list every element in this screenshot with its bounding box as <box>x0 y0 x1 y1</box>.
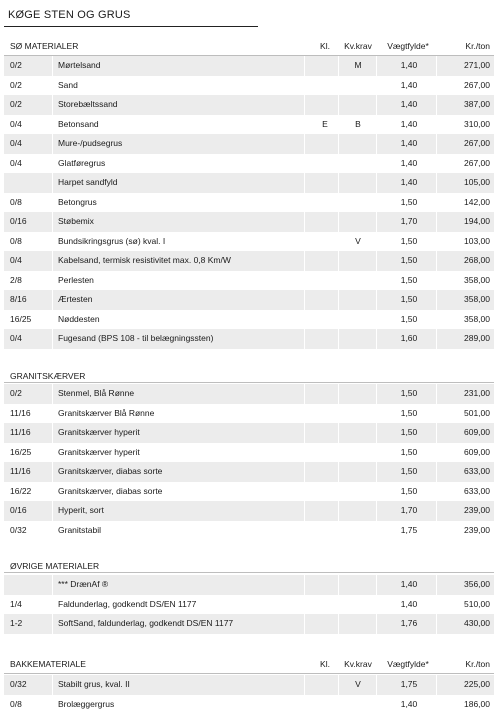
column-separator <box>376 462 377 482</box>
column-separator <box>376 404 377 424</box>
section-header-bakkemateriale <box>4 655 494 673</box>
header-divider <box>4 673 494 674</box>
column-separator <box>376 675 377 695</box>
column-separator <box>376 56 377 76</box>
material-name: Ærtesten <box>58 294 93 304</box>
column-separator <box>52 173 53 193</box>
table-row <box>4 329 494 349</box>
column-separator <box>304 501 305 521</box>
vaegtfylde: 1,40 <box>400 698 418 709</box>
price-kr-ton: 358,00 <box>464 313 490 324</box>
vaegtfylde: 1,76 <box>400 618 418 628</box>
grain-size: 0/4 <box>10 157 22 168</box>
column-separator <box>304 329 305 349</box>
column-separator <box>376 95 377 115</box>
header-divider <box>4 572 494 573</box>
column-separator <box>376 193 377 213</box>
column-separator <box>338 212 339 232</box>
vaegtfylde: 1,40 <box>400 598 418 609</box>
material-name: Betongrus <box>58 196 97 207</box>
column-separator <box>376 575 377 595</box>
table-row <box>4 521 494 541</box>
column-separator <box>304 310 305 330</box>
grain-size: 0/4 <box>10 118 22 129</box>
table-row <box>4 462 494 482</box>
price-kr-ton: 105,00 <box>464 177 490 187</box>
column-header-vaegtfylde: Vægtfylde* <box>387 659 429 669</box>
column-separator <box>304 404 305 424</box>
grain-size: 0/2 <box>10 99 22 109</box>
column-separator <box>338 575 339 595</box>
table-row <box>4 173 494 193</box>
table-row <box>4 482 494 502</box>
column-separator <box>52 482 53 502</box>
material-name: Harpet sandfyld <box>58 177 118 187</box>
column-separator <box>376 251 377 271</box>
table-row <box>4 695 494 715</box>
column-separator <box>52 595 53 615</box>
grain-size: 0/4 <box>10 138 22 148</box>
vaegtfylde: 1,40 <box>400 60 418 70</box>
vaegtfylde: 1,40 <box>400 99 418 109</box>
column-separator <box>52 193 53 213</box>
kv-krav: M <box>354 60 362 70</box>
column-separator <box>304 290 305 310</box>
column-separator <box>338 95 339 115</box>
column-separator <box>52 115 53 135</box>
grain-size: 0/8 <box>10 235 22 246</box>
material-name: Granitskærver, diabas sorte <box>58 485 163 496</box>
price-kr-ton: 267,00 <box>464 79 490 90</box>
column-separator <box>304 115 305 135</box>
vaegtfylde: 1,50 <box>400 274 418 285</box>
table-row <box>4 404 494 424</box>
table-row <box>4 56 494 76</box>
table-row <box>4 423 494 443</box>
grain-size: 0/16 <box>10 505 27 515</box>
section-header-so-materialer <box>4 37 494 55</box>
column-separator <box>338 290 339 310</box>
vaegtfylde: 1,50 <box>400 255 418 265</box>
column-separator <box>338 501 339 521</box>
column-separator <box>304 482 305 502</box>
vaegtfylde: 1,50 <box>400 407 418 418</box>
column-separator <box>304 462 305 482</box>
column-separator <box>376 212 377 232</box>
column-separator <box>338 423 339 443</box>
vaegtfylde: 1,50 <box>400 485 418 496</box>
column-separator <box>304 575 305 595</box>
grain-size: 2/8 <box>10 274 22 285</box>
column-separator <box>52 290 53 310</box>
column-separator <box>376 695 377 715</box>
column-separator <box>52 423 53 443</box>
vaegtfylde: 1,40 <box>400 79 418 90</box>
column-separator <box>52 134 53 154</box>
material-name: Sand <box>58 79 78 90</box>
price-kr-ton: 239,00 <box>464 524 490 535</box>
grain-size: 11/16 <box>10 427 31 437</box>
column-separator <box>52 675 53 695</box>
price-kr-ton: 186,00 <box>464 698 490 709</box>
column-separator <box>52 212 53 232</box>
column-separator <box>376 154 377 174</box>
grain-size: 0/32 <box>10 524 27 535</box>
material-name: Støbemix <box>58 216 94 226</box>
column-header-kr-ton: Kr./ton <box>465 41 490 51</box>
column-separator <box>304 384 305 404</box>
vaegtfylde: 1,50 <box>400 313 418 324</box>
column-separator <box>376 482 377 502</box>
table-row <box>4 212 494 232</box>
vaegtfylde: 1,50 <box>400 294 418 304</box>
price-kr-ton: 231,00 <box>464 388 490 398</box>
table-row <box>4 614 494 634</box>
table-row <box>4 232 494 252</box>
column-separator <box>304 134 305 154</box>
column-separator <box>376 134 377 154</box>
grain-size: 0/2 <box>10 60 22 70</box>
column-separator <box>338 482 339 502</box>
column-separator <box>52 695 53 715</box>
price-kr-ton: 103,00 <box>464 235 490 246</box>
column-separator <box>52 271 53 291</box>
column-separator <box>376 423 377 443</box>
column-separator <box>52 521 53 541</box>
column-separator <box>52 501 53 521</box>
vaegtfylde: 1,50 <box>400 196 418 207</box>
column-separator <box>376 614 377 634</box>
price-kr-ton: 267,00 <box>464 157 490 168</box>
material-name: SoftSand, faldunderlag, godkendt DS/EN 1177 <box>58 618 234 628</box>
price-kr-ton: 430,00 <box>464 618 490 628</box>
kv-krav: V <box>355 679 361 689</box>
price-kr-ton: 358,00 <box>464 294 490 304</box>
column-separator <box>52 310 53 330</box>
page-title: KØGE STEN OG GRUS <box>8 9 131 21</box>
material-name: Bundsikringsgrus (sø) kval. I <box>58 235 166 246</box>
grain-size: 16/22 <box>10 485 32 496</box>
price-kr-ton: 142,00 <box>464 196 490 207</box>
column-separator <box>304 251 305 271</box>
grain-size: 0/2 <box>10 79 22 90</box>
column-separator <box>338 271 339 291</box>
column-separator <box>376 76 377 96</box>
material-name: Granitskærver hyperit <box>58 446 140 457</box>
table-row <box>4 271 494 291</box>
material-name: Brolæggergrus <box>58 698 115 709</box>
column-separator <box>304 95 305 115</box>
price-kr-ton: 358,00 <box>464 274 490 285</box>
column-separator <box>338 443 339 463</box>
column-separator <box>376 329 377 349</box>
section-title: SØ MATERIALER <box>10 41 79 51</box>
grain-size: 0/16 <box>10 216 27 226</box>
material-name: Granitskærver hyperit <box>58 427 140 437</box>
column-separator <box>52 76 53 96</box>
table-so-materialer <box>4 56 494 349</box>
column-header-kr-ton: Kr./ton <box>465 659 490 669</box>
material-name: Betonsand <box>58 118 99 129</box>
material-name: Stabilt grus, kval. II <box>58 679 130 689</box>
table-row <box>4 251 494 271</box>
column-separator <box>304 173 305 193</box>
column-separator <box>338 614 339 634</box>
column-separator <box>338 173 339 193</box>
grain-size: 0/2 <box>10 388 22 398</box>
column-separator <box>52 251 53 271</box>
column-separator <box>304 695 305 715</box>
price-kr-ton: 239,00 <box>464 505 490 515</box>
table-row <box>4 76 494 96</box>
material-name: Kabelsand, termisk resistivitet max. 0,8 Km/W <box>58 255 231 265</box>
column-separator <box>376 595 377 615</box>
material-name: Granitskærver, diabas sorte <box>58 466 163 476</box>
price-kr-ton: 633,00 <box>464 466 490 476</box>
price-kr-ton: 609,00 <box>464 427 490 437</box>
vaegtfylde: 1,40 <box>400 118 418 129</box>
material-name: Granitstabil <box>58 524 101 535</box>
material-name: Mørtelsand <box>58 60 101 70</box>
header-divider <box>4 382 494 383</box>
column-separator <box>304 675 305 695</box>
table-row <box>4 193 494 213</box>
vaegtfylde: 1,60 <box>400 333 418 343</box>
column-separator <box>376 443 377 463</box>
column-separator <box>338 134 339 154</box>
grain-size: 0/4 <box>10 255 22 265</box>
price-kr-ton: 310,00 <box>464 118 490 129</box>
material-name: Mure-/pudsegrus <box>58 138 123 148</box>
column-separator <box>376 290 377 310</box>
column-header-kl: Kl. <box>320 659 330 669</box>
table-row <box>4 290 494 310</box>
price-kr-ton: 289,00 <box>464 333 490 343</box>
column-separator <box>52 232 53 252</box>
grain-size: 1-2 <box>10 618 23 628</box>
column-separator <box>52 443 53 463</box>
price-kr-ton: 268,00 <box>464 255 490 265</box>
column-header-vaegtfylde: Vægtfylde* <box>387 41 429 51</box>
table-row <box>4 501 494 521</box>
column-separator <box>338 521 339 541</box>
column-separator <box>52 329 53 349</box>
material-name: Nøddesten <box>58 313 100 324</box>
table-row <box>4 154 494 174</box>
column-separator <box>376 115 377 135</box>
price-kr-ton: 267,00 <box>464 138 490 148</box>
vaegtfylde: 1,50 <box>400 388 418 398</box>
table-row <box>4 575 494 595</box>
material-name: Storebæltssand <box>58 99 118 109</box>
column-separator <box>376 271 377 291</box>
grain-size: 0/4 <box>10 333 22 343</box>
table-bakkemateriale <box>4 675 494 714</box>
column-separator <box>338 193 339 213</box>
column-separator <box>376 173 377 193</box>
column-header-kv-krav: Kv.krav <box>344 659 372 669</box>
section-title: BAKKEMATERIALE <box>10 659 86 669</box>
column-separator <box>338 384 339 404</box>
grain-size: 11/16 <box>10 466 31 476</box>
vaegtfylde: 1,40 <box>400 138 418 148</box>
material-name: Stenmel, Blå Rønne <box>58 388 135 398</box>
column-separator <box>376 232 377 252</box>
table-row <box>4 115 494 135</box>
column-separator <box>304 271 305 291</box>
column-separator <box>338 675 339 695</box>
price-kr-ton: 225,00 <box>464 679 490 689</box>
table-row <box>4 134 494 154</box>
column-separator <box>376 521 377 541</box>
column-separator <box>338 462 339 482</box>
column-separator <box>338 154 339 174</box>
vaegtfylde: 1,40 <box>400 579 418 589</box>
column-separator <box>52 154 53 174</box>
grain-size: 0/8 <box>10 196 22 207</box>
column-separator <box>304 423 305 443</box>
column-separator <box>338 76 339 96</box>
column-separator <box>52 404 53 424</box>
column-separator <box>52 95 53 115</box>
table-row <box>4 384 494 404</box>
table-row <box>4 443 494 463</box>
grain-size: 0/32 <box>10 679 27 689</box>
column-separator <box>304 595 305 615</box>
column-separator <box>376 384 377 404</box>
price-kr-ton: 510,00 <box>464 598 490 609</box>
price-kr-ton: 194,00 <box>464 216 490 226</box>
klasse: E <box>322 118 328 129</box>
material-name: Perlesten <box>58 274 94 285</box>
column-separator <box>376 501 377 521</box>
table-row <box>4 595 494 615</box>
price-kr-ton: 271,00 <box>464 60 490 70</box>
column-separator <box>304 521 305 541</box>
column-separator <box>304 193 305 213</box>
column-separator <box>338 404 339 424</box>
column-separator <box>52 614 53 634</box>
column-separator <box>338 56 339 76</box>
section-title: ØVRIGE MATERIALER <box>10 561 100 571</box>
column-separator <box>338 595 339 615</box>
vaegtfylde: 1,50 <box>400 427 418 437</box>
column-separator <box>376 310 377 330</box>
column-separator <box>304 154 305 174</box>
price-kr-ton: 387,00 <box>464 99 490 109</box>
column-separator <box>52 56 53 76</box>
material-name: Granitskærver Blå Rønne <box>58 407 155 418</box>
grain-size: 11/16 <box>10 407 31 418</box>
section-title: GRANITSKÆRVER <box>10 371 86 381</box>
material-name: Faldunderlag, godkendt DS/EN 1177 <box>58 598 197 609</box>
price-kr-ton: 356,00 <box>464 579 490 589</box>
column-separator <box>338 310 339 330</box>
column-separator <box>304 232 305 252</box>
grain-size: 0/8 <box>10 698 22 709</box>
price-kr-ton: 501,00 <box>464 407 490 418</box>
table-granitskaerver <box>4 384 494 540</box>
material-name: Glatføregrus <box>58 157 106 168</box>
price-kr-ton: 609,00 <box>464 446 490 457</box>
table-ovrige-materialer <box>4 575 494 634</box>
column-separator <box>52 575 53 595</box>
column-separator <box>338 329 339 349</box>
grain-size: 16/25 <box>10 313 32 324</box>
vaegtfylde: 1,75 <box>400 524 418 535</box>
material-name: Hyperit, sort <box>58 505 104 515</box>
column-separator <box>304 443 305 463</box>
table-row <box>4 95 494 115</box>
title-rule <box>4 26 258 27</box>
grain-size: 8/16 <box>10 294 27 304</box>
column-separator <box>338 695 339 715</box>
vaegtfylde: 1,70 <box>400 505 418 515</box>
vaegtfylde: 1,50 <box>400 466 418 476</box>
table-row <box>4 675 494 695</box>
table-row <box>4 310 494 330</box>
column-header-kv-krav: Kv.krav <box>344 41 372 51</box>
vaegtfylde: 1,40 <box>400 177 418 187</box>
kv-krav: V <box>355 235 361 246</box>
column-separator <box>52 462 53 482</box>
grain-size: 16/25 <box>10 446 32 457</box>
vaegtfylde: 1,50 <box>400 446 418 457</box>
vaegtfylde: 1,75 <box>400 679 418 689</box>
column-separator <box>304 56 305 76</box>
column-separator <box>338 232 339 252</box>
column-separator <box>338 251 339 271</box>
vaegtfylde: 1,40 <box>400 157 418 168</box>
kv-krav: B <box>355 118 361 129</box>
column-separator <box>304 614 305 634</box>
material-name: *** DrænAf ® <box>58 579 109 589</box>
grain-size: 1/4 <box>10 598 22 609</box>
vaegtfylde: 1,70 <box>400 216 418 226</box>
column-separator <box>304 76 305 96</box>
vaegtfylde: 1,50 <box>400 235 418 246</box>
column-separator <box>52 384 53 404</box>
column-separator <box>304 212 305 232</box>
column-header-kl: Kl. <box>320 41 330 51</box>
price-kr-ton: 633,00 <box>464 485 490 496</box>
material-name: Fugesand (BPS 108 - til belægningssten) <box>58 333 214 343</box>
